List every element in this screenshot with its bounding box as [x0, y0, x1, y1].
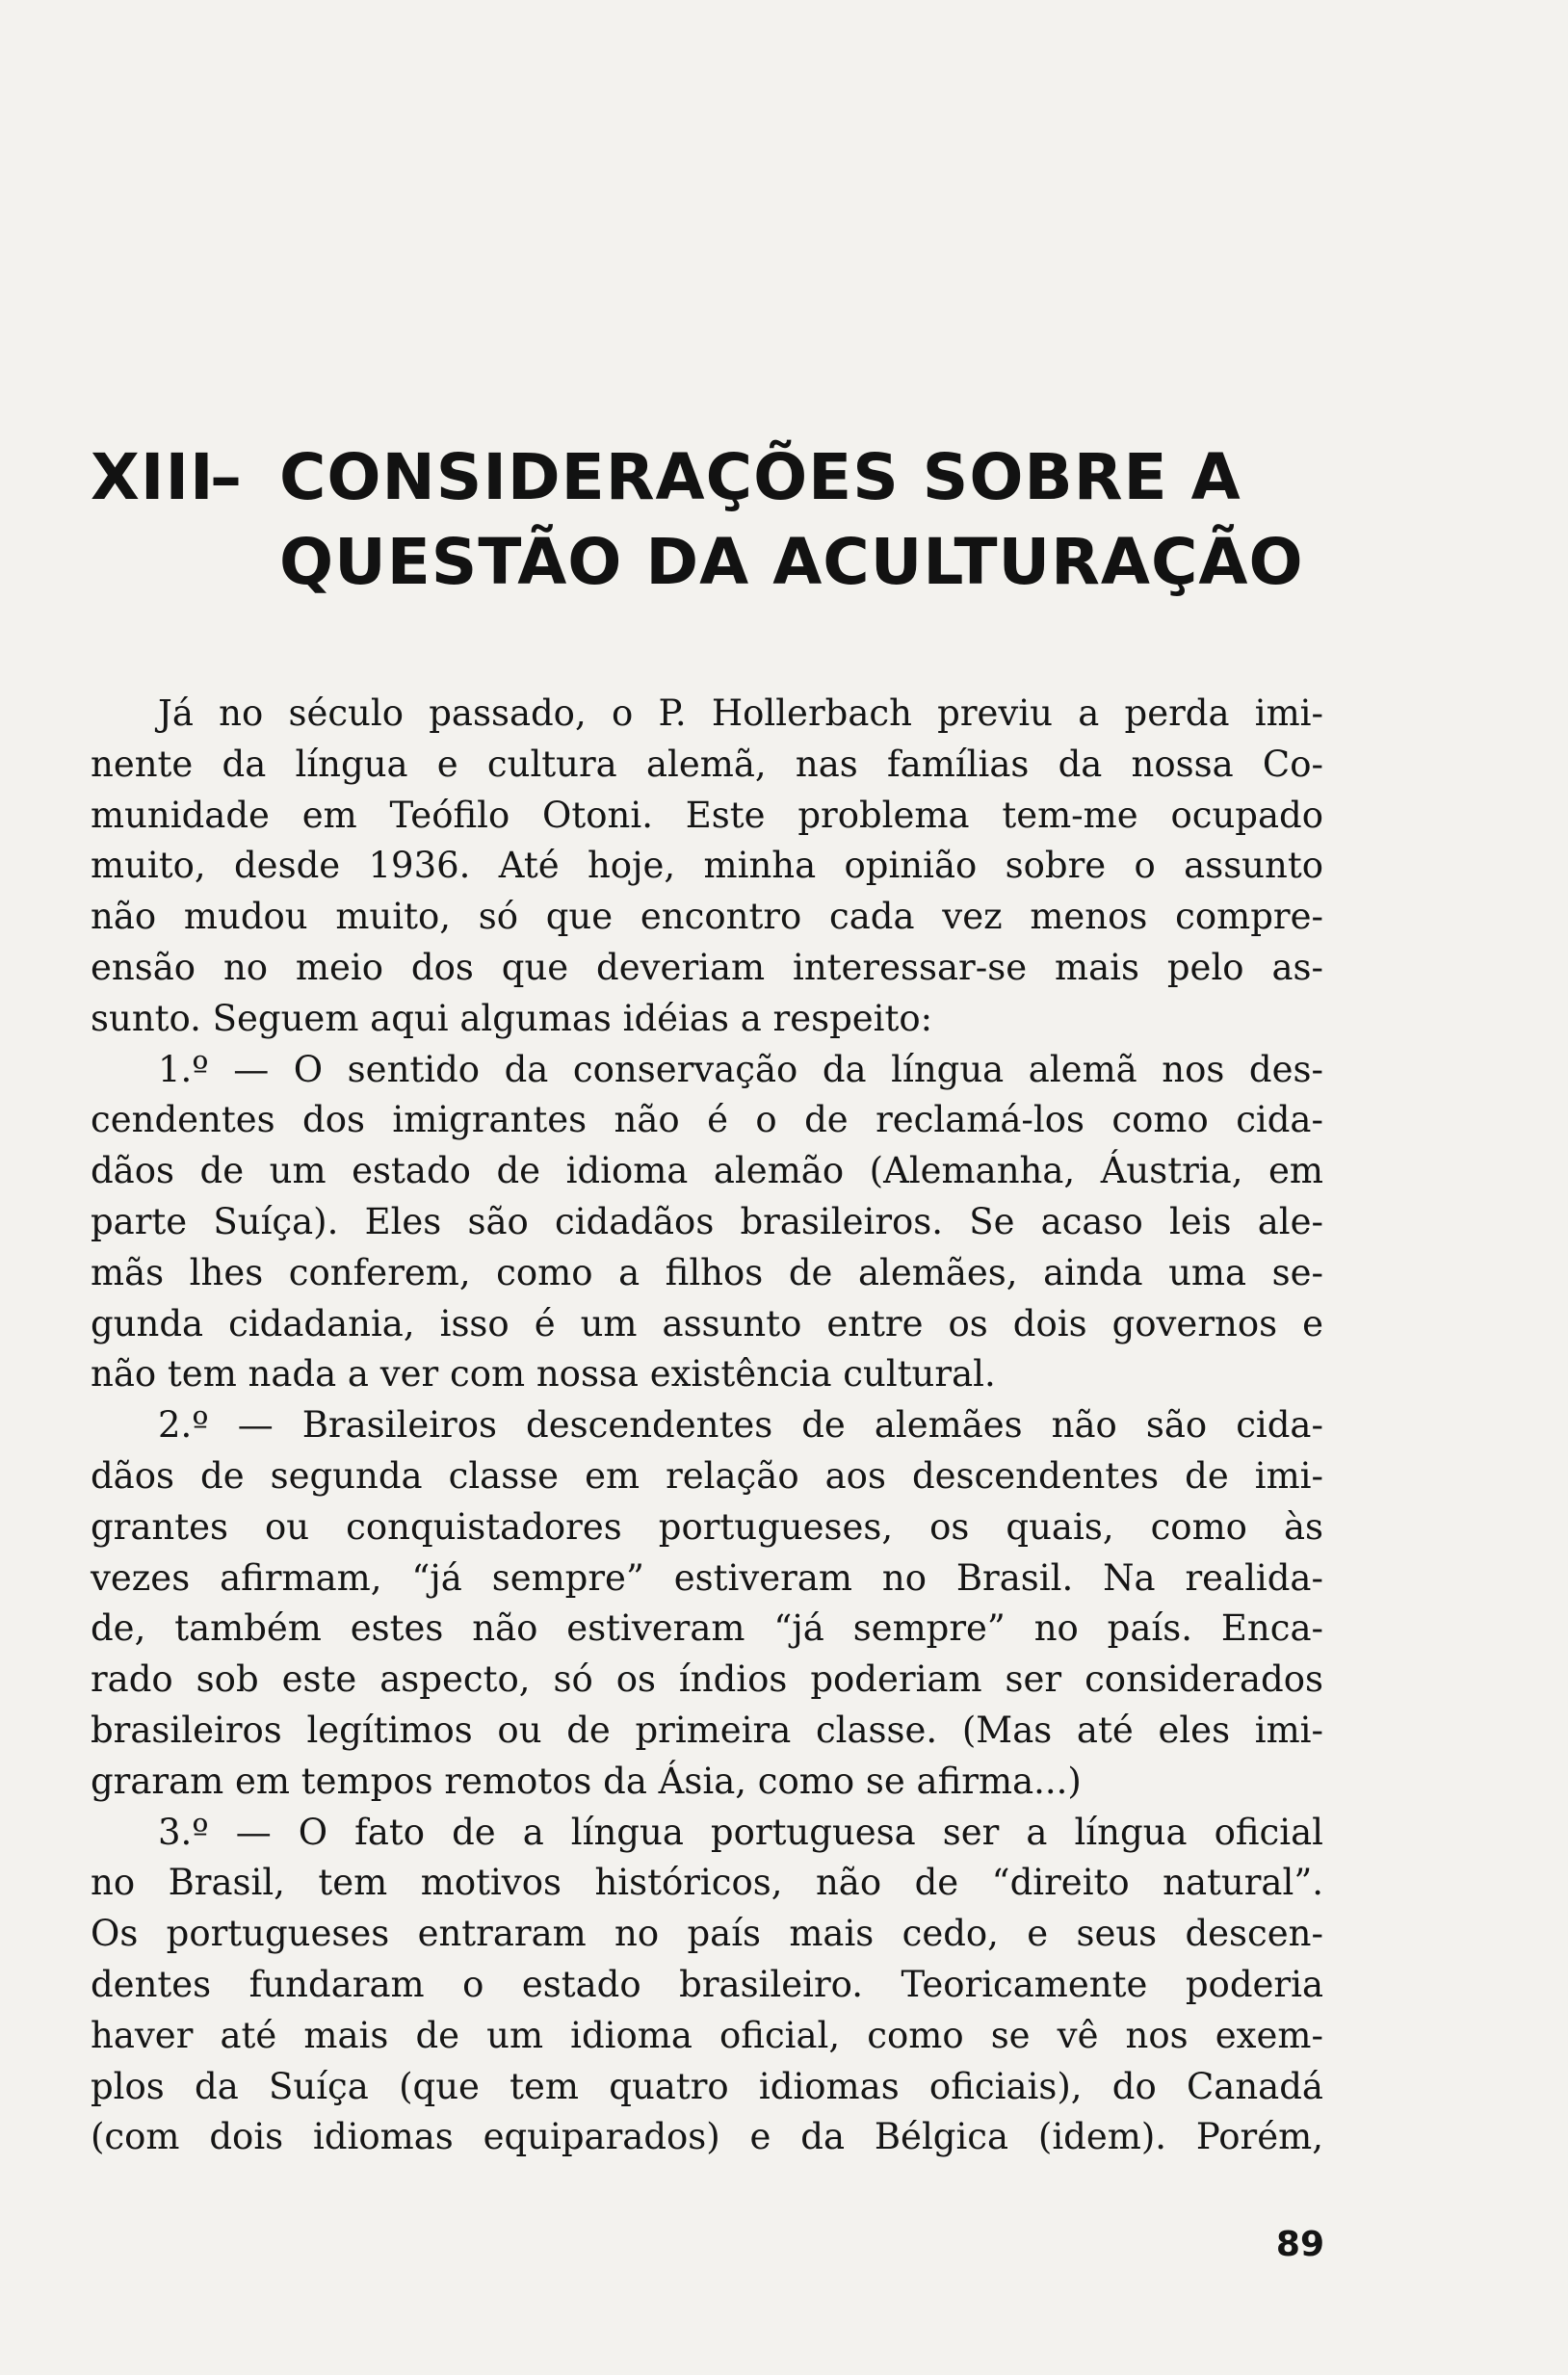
text-line: nente da língua e cultura alemã, nas famílias da nossa Co-: [91, 743, 1323, 785]
text-line: ensão no meio dos que deveriam interessar-se mais pelo as-: [91, 946, 1323, 988]
text-line: plos da Suíça (que tem quatro idiomas oficiais), do Canadá: [91, 2065, 1323, 2107]
text-line: gunda cidadania, isso é um assunto entre os dois governos e: [91, 1302, 1323, 1344]
text-line: grantes ou conquistadores portugueses, os quais, como às: [91, 1505, 1323, 1548]
text-line: muito, desde 1936. Até hoje, minha opinião sobre o assunto: [91, 845, 1323, 887]
text-line: vezes afirmam, “já sempre” estiveram no Brasil. Na realida-: [91, 1556, 1323, 1599]
text-line: rado sob este aspecto, só os índios poderiam ser considerados: [91, 1658, 1323, 1701]
text-line: não mudou muito, só que encontro cada vez menos compre-: [91, 896, 1323, 938]
text-line: dãos de segunda classe em relação aos descendentes de imi-: [91, 1454, 1323, 1497]
chapter-title: [91, 435, 1343, 605]
text-line: parte Suíça). Eles são cidadãos brasileiros. Se acaso leis ale-: [91, 1200, 1323, 1242]
chapter-title-line-2: QUESTÃO DA ACULTURAÇÃO: [279, 525, 1304, 599]
text-line: 1.º — O sentido da conservação da língua alemã nos des-: [158, 1048, 1323, 1090]
text-line: de, também estes não estiveram “já sempre” no país. Enca-: [91, 1607, 1323, 1650]
text-line: mãs lhes conferem, como a filhos de alemães, ainda uma se-: [91, 1251, 1323, 1293]
body-text: [91, 689, 1323, 2163]
text-line: sunto. Seguem aqui algumas idéias a respeito:: [91, 997, 933, 1039]
text-line: no Brasil, tem motivos históricos, não de “direito natural”.: [91, 1862, 1323, 1904]
chapter-number: XIII: [91, 440, 215, 514]
chapter-title-text-1: CONSIDERAÇÕES SOBRE A: [279, 440, 1241, 514]
text-line: (com dois idiomas equiparados) e da Bélgica (idem). Porém,: [91, 2116, 1323, 2158]
text-line: não tem nada a ver com nossa existência cultural.: [91, 1353, 996, 1396]
page-number: 89: [1275, 2225, 1324, 2264]
text-line: munidade em Teófilo Otoni. Este problema tem-me ocupado: [91, 794, 1323, 836]
text-line: 2.º — Brasileiros descendentes de alemães não são cida-: [158, 1404, 1323, 1447]
chapter-dash: –: [210, 440, 243, 514]
text-line: Os portugueses entraram no país mais cedo, e seus descen-: [91, 1913, 1323, 1955]
text-line: haver até mais de um idioma oficial, como se vê nos exem-: [91, 2014, 1323, 2056]
text-line: graram em tempos remotos da Ásia, como se afirma...): [91, 1760, 1082, 1802]
text-line: Já no século passado, o P. Hollerbach previu a perda imi-: [158, 692, 1323, 734]
text-line: dãos de um estado de idioma alemão (Alemanha, Áustria, em: [91, 1150, 1323, 1192]
text-line: dentes fundaram o estado brasileiro. Teoricamente poderia: [91, 1963, 1323, 2005]
chapter-title-line-1: [91, 435, 1343, 520]
text-line: 3.º — O fato de a língua portuguesa ser a língua oficial: [158, 1811, 1323, 1853]
text-line: brasileiros legítimos ou de primeira classe. (Mas até eles imi-: [91, 1709, 1323, 1751]
text-line: cendentes dos imigrantes não é o de reclamá-los como cida-: [91, 1099, 1323, 1141]
